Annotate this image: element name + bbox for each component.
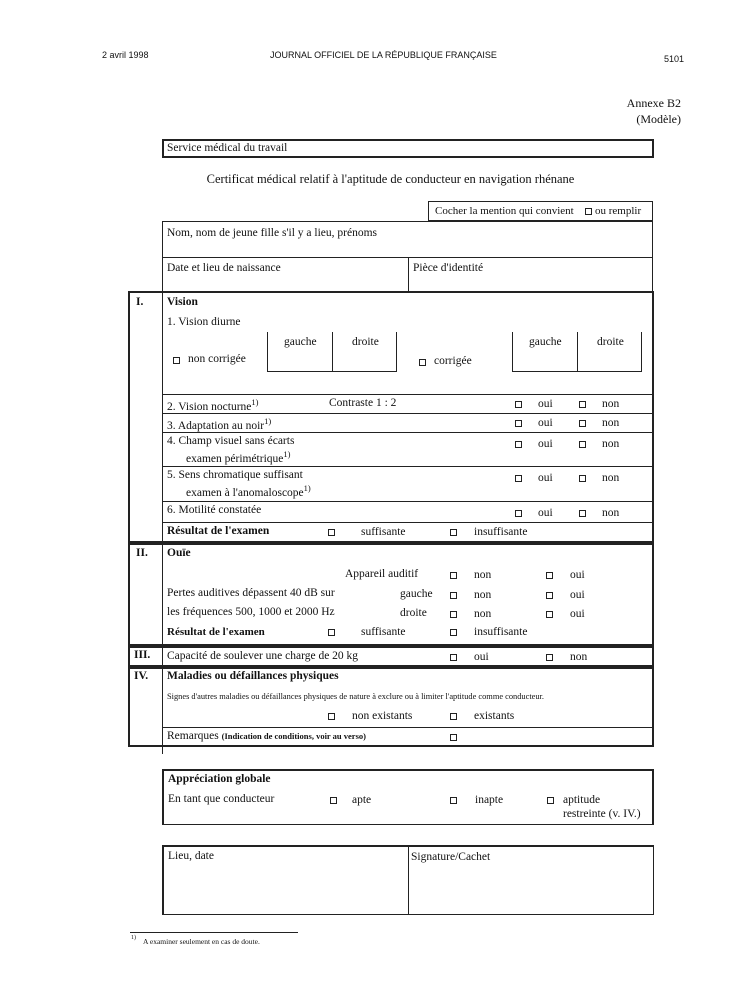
- place-date-label: Lieu, date: [168, 850, 214, 862]
- diseases-present-label: existants: [474, 710, 515, 722]
- diseases-description: Signes d'autres maladies ou défaillances physiques de nature à exclure ou à limiter l'aptitude comme conducteur.: [167, 692, 544, 701]
- visual-field-label: 4. Champ visuel sans écarts: [167, 435, 295, 447]
- instruction-box: [428, 201, 653, 221]
- dark-adaptation-no-checkbox[interactable]: [579, 420, 586, 427]
- section-4-number: IV.: [134, 670, 149, 682]
- lifting-yes-checkbox[interactable]: [450, 654, 457, 661]
- instruction-text: Cocher la mention qui convient: [435, 205, 574, 217]
- motility-yes-checkbox[interactable]: [515, 510, 522, 517]
- fit-checkbox[interactable]: [330, 797, 337, 804]
- motility-no-checkbox[interactable]: [579, 510, 586, 517]
- visual-field-no-label: non: [602, 438, 620, 450]
- name-field[interactable]: [163, 236, 652, 256]
- uncorrected-label: non corrigée: [188, 353, 246, 365]
- hearing-aid-no-checkbox[interactable]: [450, 572, 457, 579]
- uncorrected-left-field[interactable]: [268, 350, 331, 370]
- dark-adaptation-yes-label: oui: [538, 417, 553, 429]
- footnote-mark: 1): [131, 935, 136, 941]
- remarks-checkbox[interactable]: [450, 734, 457, 741]
- lifting-label: Capacité de soulever une charge de 20 kg: [167, 650, 359, 662]
- dark-adaptation-yes-checkbox[interactable]: [515, 420, 522, 427]
- annex-model: (Modèle): [636, 112, 681, 126]
- header-page-number: 5101: [664, 54, 685, 64]
- unfit-checkbox[interactable]: [450, 797, 457, 804]
- hearing-result-label: Résultat de l'examen: [167, 626, 265, 638]
- color-sense-no-label: non: [602, 472, 620, 484]
- vision-insufficient-checkbox[interactable]: [450, 529, 457, 536]
- id-doc-field[interactable]: [409, 275, 652, 291]
- hearing-aid-yes-label: oui: [570, 569, 585, 581]
- hearing-aid-no-label: non: [474, 569, 492, 581]
- night-vision-yes-checkbox[interactable]: [515, 401, 522, 408]
- signature-label: Signature/Cachet: [411, 851, 491, 863]
- visual-field-no-checkbox[interactable]: [579, 441, 586, 448]
- color-sense-yes-checkbox[interactable]: [515, 475, 522, 482]
- header-journal: JOURNAL OFFICIEL DE LA RÉPUBLIQUE FRANÇAISE: [270, 50, 497, 60]
- uncorrected-right-field[interactable]: [333, 350, 396, 370]
- color-sense-exam-label: examen à l'anomaloscope$^{1)}$: [186, 483, 311, 499]
- service-field[interactable]: [162, 139, 654, 158]
- motility-label: 6. Motilité constatée: [167, 504, 262, 516]
- section-1-number: I.: [136, 296, 144, 308]
- signature-field[interactable]: [410, 868, 650, 912]
- contrast-label: Contraste 1 : 2: [329, 397, 397, 409]
- diseases-absent-checkbox[interactable]: [328, 713, 335, 720]
- instruction-tail: ou remplir: [595, 205, 642, 217]
- night-vision-no-label: non: [602, 398, 620, 410]
- vision-insufficient-label: insuffisante: [474, 526, 528, 538]
- vision-sufficient-label: suffisante: [361, 526, 406, 538]
- footnote-text: A examiner seulement en cas de doute.: [143, 937, 260, 946]
- hearing-sufficient-label: suffisante: [361, 626, 406, 638]
- section-3-number: III.: [134, 649, 151, 661]
- birth-field-label: Date et lieu de naissance: [167, 262, 281, 274]
- color-sense-label: 5. Sens chromatique suffisant: [167, 469, 303, 481]
- visual-field-yes-label: oui: [538, 438, 553, 450]
- overall-title: Appréciation globale: [168, 773, 271, 785]
- corrected-right-label: droite: [597, 336, 624, 348]
- motility-yes-label: oui: [538, 507, 553, 519]
- lifting-no-checkbox[interactable]: [546, 654, 553, 661]
- hearing-left-no-checkbox[interactable]: [450, 592, 457, 599]
- hearing-right-no-checkbox[interactable]: [450, 611, 457, 618]
- fit-label: apte: [352, 794, 372, 806]
- hearing-right-label: droite: [400, 607, 427, 619]
- hearing-left-yes-checkbox[interactable]: [546, 592, 553, 599]
- hearing-aid-label: Appareil auditif: [345, 568, 419, 580]
- night-vision-no-checkbox[interactable]: [579, 401, 586, 408]
- birth-field[interactable]: [163, 275, 406, 291]
- visual-field-exam-label: examen périmétrique$^{1)}$: [186, 449, 291, 465]
- uncorrected-checkbox[interactable]: [173, 357, 180, 364]
- lifting-no-label: non: [570, 651, 588, 663]
- hearing-aid-yes-checkbox[interactable]: [546, 572, 553, 579]
- lifting-yes-label: oui: [474, 651, 489, 663]
- hearing-left-no-label: non: [474, 589, 492, 601]
- hearing-sufficient-checkbox[interactable]: [328, 629, 335, 636]
- restricted-label-2: restreinte (v. IV.): [563, 808, 641, 820]
- section-2-title: Ouïe: [167, 547, 191, 559]
- section-1-title: Vision: [167, 296, 198, 308]
- hearing-right-no-label: non: [474, 608, 492, 620]
- corrected-left-field[interactable]: [513, 350, 576, 370]
- diseases-absent-label: non existants: [352, 710, 413, 722]
- vision-result-label: Résultat de l'examen: [167, 525, 270, 537]
- corrected-label: corrigée: [434, 355, 472, 367]
- night-vision-yes-label: oui: [538, 398, 553, 410]
- annex-label: [627, 95, 681, 127]
- place-date-field[interactable]: [165, 866, 403, 912]
- hearing-insufficient-checkbox[interactable]: [450, 629, 457, 636]
- id-doc-field-label: Pièce d'identité: [413, 262, 484, 274]
- restricted-label-1: aptitude: [563, 794, 601, 806]
- color-sense-no-checkbox[interactable]: [579, 475, 586, 482]
- dark-adaptation-label: 3. Adaptation au noir$^{1)}$: [167, 416, 272, 432]
- day-vision-label: 1. Vision diurne: [167, 316, 241, 328]
- as-driver-label: En tant que conducteur: [168, 793, 275, 805]
- name-field-label: Nom, nom de jeune fille s'il y a lieu, prénoms: [167, 227, 377, 239]
- certificate-title: Certificat médical relatif à l'aptitude de conducteur en navigation rhénane: [206, 172, 575, 186]
- section-2-number: II.: [136, 547, 148, 559]
- dark-adaptation-no-label: non: [602, 417, 620, 429]
- corrected-right-field[interactable]: [578, 350, 641, 370]
- unfit-label: inapte: [475, 794, 504, 806]
- hearing-insufficient-label: insuffisante: [474, 626, 528, 638]
- checkbox-sample-icon: [585, 208, 592, 215]
- visual-field-yes-checkbox[interactable]: [515, 441, 522, 448]
- hearing-right-yes-label: oui: [570, 608, 585, 620]
- restricted-checkbox[interactable]: [547, 797, 554, 804]
- color-sense-yes-label: oui: [538, 472, 553, 484]
- section-4-title: Maladies ou défaillances physiques: [167, 670, 339, 682]
- service-label: Service médical du travail: [167, 142, 288, 154]
- motility-no-label: non: [602, 507, 620, 519]
- remarks-label: Remarques (Indication de conditions, voir au verso): [167, 730, 366, 742]
- night-vision-label: 2. Vision nocturne$^{1)}$: [167, 397, 259, 413]
- hearing-right-yes-checkbox[interactable]: [546, 611, 553, 618]
- hearing-loss-label-1: Pertes auditives dépassent 40 dB sur: [167, 587, 335, 599]
- annex-title: Annexe B2: [626, 96, 681, 110]
- header-date: 2 avril 1998: [102, 50, 149, 60]
- uncorrected-left-label: gauche: [284, 336, 317, 348]
- corrected-left-label: gauche: [529, 336, 562, 348]
- corrected-checkbox[interactable]: [419, 359, 426, 366]
- diseases-present-checkbox[interactable]: [450, 713, 457, 720]
- hearing-loss-label-2: les fréquences 500, 1000 et 2000 Hz: [167, 606, 335, 618]
- hearing-left-yes-label: oui: [570, 589, 585, 601]
- uncorrected-right-label: droite: [352, 336, 379, 348]
- hearing-left-label: gauche: [400, 588, 433, 600]
- vision-sufficient-checkbox[interactable]: [328, 529, 335, 536]
